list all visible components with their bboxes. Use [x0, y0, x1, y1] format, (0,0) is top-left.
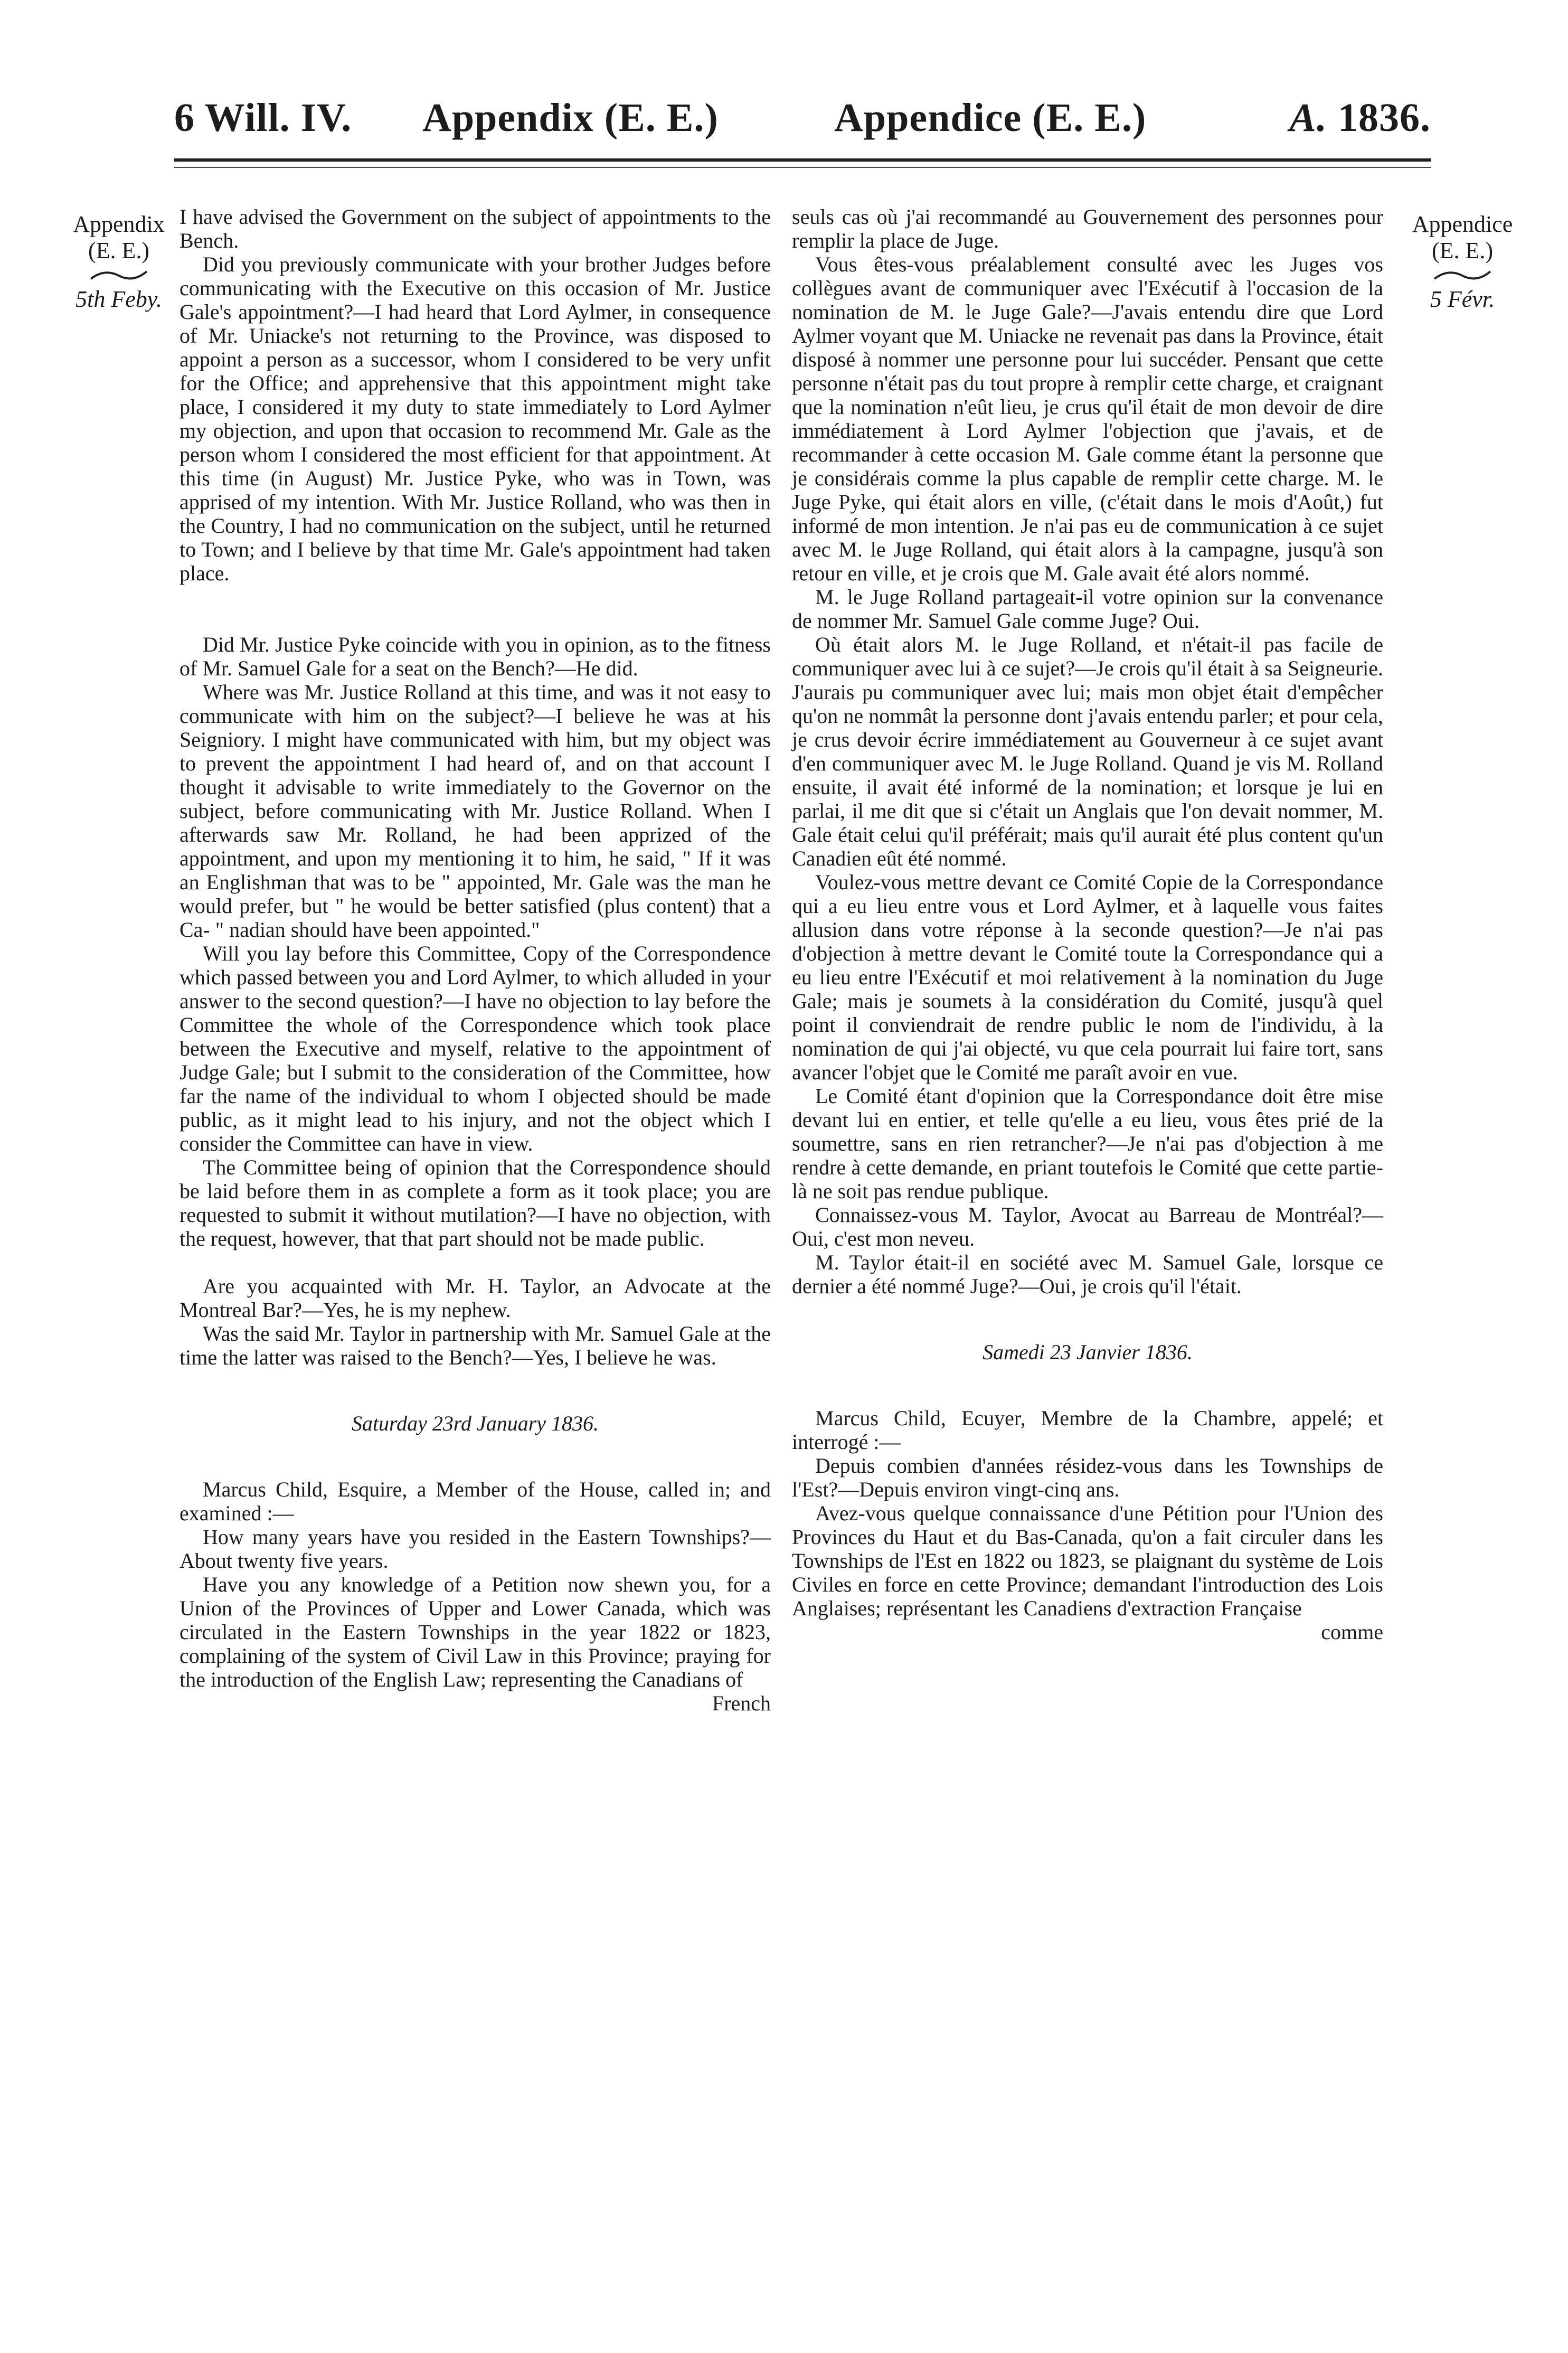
regnal-year: 6 Will. IV. — [174, 96, 352, 140]
margin-note-left — [53, 211, 185, 313]
paragraph: Le Comité étant d'opinion que la Correspondance doit être mise devant lui en entier, et telle qu'elle a eu lieu, vous êtes prié de la soumettre, sans en rien retrancher?—Je n'ai pas d'objection à me rendre à cette demande, en priant toutefois le Comité que cette partie-là ne soit pas rendue publique. — [792, 1084, 1383, 1203]
paragraph: The Committee being of opinion that the Correspondence should be laid before them in as complete a form as it took place; you are requested to submit it without mutilation?—I have no objection, with the request, however, that that part should not be made public. — [180, 1155, 771, 1250]
flourish-ornament — [90, 267, 148, 283]
paragraph: Will you lay before this Committee, Copy of the Correspondence which passed between you and Lord Aylmer, to which alluded in your answer to the second question?—I have no objection to lay before the Committee the whole of the Correspondence which took place between the Executive and myself, relative to the appointment of Judge Gale; but I submit to the consideration of the Committee, how far the name of the individual to whom I objected should be made public, as it might lead to his injury, and not the object which I consider the Committee can have in view. — [180, 942, 771, 1155]
paragraph: Avez-vous quelque connaissance d'une Pétition pour l'Union des Provinces du Haut et du Bas-Canada, qu'on a fait circuler dans les Townships de l'Est en 1822 ou 1823, se plaignant du système de Lois Civiles en force en cette Province; demandant l'introduction des Lois Anglaises; représentant les Canadiens d'extraction Française — [792, 1501, 1383, 1620]
catchword: French — [712, 1691, 771, 1715]
margin-code: (E. E.) — [88, 238, 150, 263]
header-letter: A. — [1289, 96, 1327, 140]
paragraph: Connaissez-vous M. Taylor, Avocat au Barreau de Montréal?—Oui, c'est mon neveu. — [792, 1203, 1383, 1250]
margin-label: Appendice — [1412, 211, 1513, 237]
paragraph: Marcus Child, Esquire, a Member of the House, called in; and examined :— — [180, 1477, 771, 1525]
paragraph: Depuis combien d'années résidez-vous dans les Townships de l'Est?—Depuis environ vingt-cinq ans. — [792, 1454, 1383, 1501]
session-dateline: Saturday 23rd January 1836. — [351, 1411, 599, 1435]
flourish-ornament — [1433, 267, 1491, 283]
paragraph: How many years have you resided in the Eastern Townships?—About twenty five years. — [180, 1525, 771, 1573]
margin-code: (E. E.) — [1431, 238, 1494, 263]
french-column — [792, 205, 1383, 1644]
margin-note-right — [1383, 211, 1542, 313]
paragraph: Did you previously communicate with your brother Judges before communicating with the Executive on this occasion of Mr. Justice Gale's appointment?—I had heard that Lord Aylmer, in consequence of Mr. Uniacke's not returning to the Province, was disposed to appoint a person as a successor, whom I considered to be very unfit for the Office; and apprehensive that this appointment might take place, I considered it my duty to state immediately to Lord Aylmer my objection, and upon that occasion to recommend Mr. Gale as the person whom I considered the most efficient for that appointment. At this time (in August) Mr. Justice Pyke, who was in Town, was apprised of my intention. With Mr. Justice Rolland, who was then in the Country, I had no communication on the subject, until he returned to Town; and I believe by that time Mr. Gale's appointment had taken place. — [180, 252, 771, 585]
catchword: comme — [1321, 1620, 1383, 1644]
margin-date: 5 Févr. — [1430, 286, 1495, 312]
header-year — [1289, 95, 1431, 141]
appendix-title-english: Appendix (E. E.) — [422, 96, 719, 140]
header-rule-thick — [174, 158, 1431, 162]
paragraph: Have you any knowledge of a Petition now shewn you, for a Union of the Provinces of Upper and Lower Canada, which was circulated in the Eastern Townships in the year 1822 or 1823, complaining of the system of Civil Law in this Province; praying for the introduction of the English Law; representing the Canadians of — [180, 1573, 771, 1691]
english-column — [180, 205, 771, 1715]
paragraph: Où était alors M. le Juge Rolland, et n'était-il pas facile de communiquer avec lui à ce sujet?—Je crois qu'il était à sa Seigneurie. J'aurais pu communiquer avec lui; mais mon objet était d'empêcher qu'on ne nommât la personne dont j'avais entendu parler; et pour cela, je crus devoir écrire immédiatement au Gouverneur à ce sujet avant d'en communiquer avec M. le Juge Rolland. Quand je vis M. Rolland ensuite, il avait été informé de la nomination; et lorsque je lui en parlai, il me dit que si c'était un Anglais que l'on devait nommer, M. Gale était celui qu'il préférait; mais qu'il aurait été plus content qu'un Canadien eût été nommé. — [792, 633, 1383, 870]
paragraph: Are you acquainted with Mr. H. Taylor, an Advocate at the Montreal Bar?—Yes, he is my nephew. — [180, 1274, 771, 1322]
paragraph: seuls cas où j'ai recommandé au Gouvernement des personnes pour remplir la place de Juge. — [792, 205, 1383, 252]
paragraph: Where was Mr. Justice Rolland at this time, and was it not easy to communicate with him on the subject?—I believe he was at his Seigniory. I might have communicated with him, but my object was to prevent the appointment I had heard of, and on that account I thought it advisable to write immediately to the Governor on the subject, before communicating with Mr. Justice Rolland. When I afterwards saw Mr. Rolland, he had been apprized of the appointment, and upon my mentioning it to him, he said, " If it was an Englishman that was to be " appointed, Mr. Gale was the man he would prefer, but " he would be better satisfied (plus content) that a Ca- " nadian should have been appointed." — [180, 680, 771, 942]
margin-date: 5th Feby. — [75, 286, 162, 312]
running-header — [174, 95, 1431, 153]
paragraph: Voulez-vous mettre devant ce Comité Copie de la Correspondance qui a eu lieu entre vous et Lord Aylmer, et à laquelle vous faites allusion dans votre réponse à la seconde question?—Je n'ai pas d'objection à mettre devant le Comité toute la Correspondance qui a eu lieu entre l'Exécutif et moi relativement à la nomination du Juge Gale; mais je soumets à la considération du Comité, jusqu'à quel point il conviendrait de rendre public le nom de l'individu, à la nomination de qui j'ai objecté, vu que cela pourrait lui faire tort, sans avancer l'objet que le Comité me paraît avoir en vue. — [792, 870, 1383, 1084]
appendix-title-french: Appendice (E. E.) — [834, 96, 1147, 140]
margin-label: Appendix — [73, 211, 165, 237]
paragraph: M. le Juge Rolland partageait-il votre opinion sur la convenance de nommer Mr. Samuel Gale comme Juge? Oui. — [792, 585, 1383, 633]
paragraph: Marcus Child, Ecuyer, Membre de la Chambre, appelé; et interrogé :— — [792, 1406, 1383, 1454]
header-year-value: 1836. — [1338, 96, 1431, 140]
paragraph: M. Taylor était-il en société avec M. Samuel Gale, lorsque ce dernier a été nommé Juge?—Oui, je crois qu'il l'était. — [792, 1250, 1383, 1298]
paragraph: I have advised the Government on the subject of appointments to the Bench. — [180, 205, 771, 252]
session-dateline: Samedi 23 Janvier 1836. — [983, 1340, 1193, 1364]
header-rule-thin — [174, 167, 1431, 168]
paragraph: Vous êtes-vous préalablement consulté avec les Juges vos collègues avant de communiquer avec l'Exécutif à l'occasion de la nomination de M. le Juge Gale?—J'avais entendu dire que Lord Aylmer voyant que M. Uniacke ne revenait pas dans la Province, était disposé à nommer une personne pour lui succéder. Pensant que cette personne n'était pas du tout propre à remplir cette charge, et craignant que la nomination n'eût lieu, je crus qu'il était de mon devoir de dire immédiatement à Lord Aylmer l'objection que j'avais, et de recommander à cette occasion M. Gale comme étant la personne que je considérais comme la plus capable de remplir cette charge. M. le Juge Pyke, qui était alors en ville, (c'était dans le mois d'Août,) fut informé de mon intention. Je n'ai pas eu de communication à ce sujet avec M. le Juge Rolland, qui était alors à la campagne, jusqu'à son retour en ville, et je crois que M. Gale avait été alors nommé. — [792, 252, 1383, 585]
paragraph: Was the said Mr. Taylor in partnership with Mr. Samuel Gale at the time the latter was raised to the Bench?—Yes, I believe he was. — [180, 1322, 771, 1369]
paragraph: Did Mr. Justice Pyke coincide with you in opinion, as to the fitness of Mr. Samuel Gale for a seat on the Bench?—He did. — [180, 633, 771, 680]
